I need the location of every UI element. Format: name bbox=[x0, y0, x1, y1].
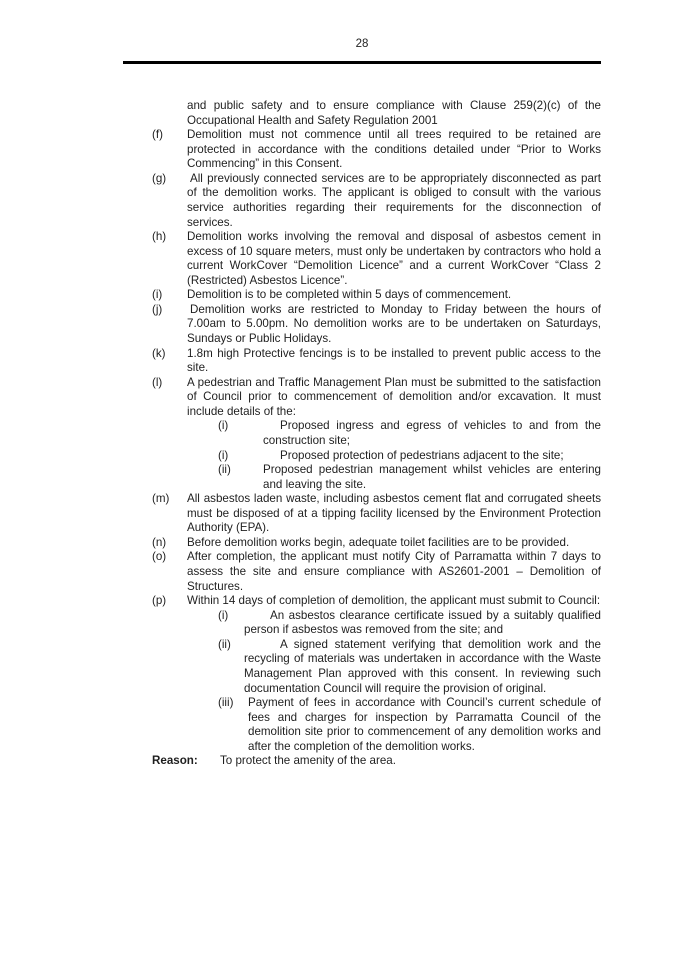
condition-label: (i) bbox=[152, 288, 163, 302]
condition-text: A pedestrian and Traffic Management Plan must be submitted to the satisfaction of Council prior to commencement of demolition and/or excavation. It must include details of the: bbox=[187, 375, 601, 418]
condition-item-k bbox=[152, 347, 601, 376]
condition-text: Demolition is to be completed within 5 days of commencement. bbox=[187, 288, 512, 302]
condition-label: (f) bbox=[152, 128, 163, 142]
condition-label: (h) bbox=[152, 230, 167, 244]
header-rule bbox=[123, 61, 601, 64]
condition-item-i bbox=[152, 288, 601, 303]
sub-item bbox=[187, 609, 601, 638]
condition-text: Demolition must not commence until all trees required to be retained are protected in accordance with the conditions detailed under “Prior to Works Commencing” in this Consent. bbox=[187, 128, 601, 171]
condition-body bbox=[187, 594, 601, 754]
sub-item-label: (i) bbox=[218, 419, 229, 433]
sub-item-text: Proposed protection of pedestrians adjacent to the site; bbox=[280, 448, 564, 462]
condition-text: Demolition works are restricted to Monday to Friday between the hours of 7.00am to 5.00pm. No demolition works are to be undertaken on Saturdays, Sundays or Public Holidays. bbox=[187, 302, 601, 345]
condition-item-n bbox=[152, 536, 601, 551]
condition-text: All asbestos laden waste, including asbestos cement flat and corrugated sheets must be disposed of at a tipping facility licensed by the Environment Protection Authority (EPA). bbox=[187, 492, 601, 535]
condition-text: Within 14 days of completion of demolition, the applicant must submit to Council: bbox=[187, 594, 601, 608]
condition-label: (l) bbox=[152, 375, 163, 389]
sub-item-label: (ii) bbox=[218, 637, 231, 651]
condition-label: (o) bbox=[152, 550, 167, 564]
condition-item-f bbox=[152, 128, 601, 172]
sub-item-label: (iii) bbox=[218, 696, 234, 710]
intro-paragraph: and public safety and to ensure compliance with Clause 259(2)(c) of the Occupational Health and Safety Regulation 2001 bbox=[187, 99, 601, 127]
condition-text: Demolition works involving the removal and disposal of asbestos cement in excess of 10 square meters, must only be undertaken by contractors who hold a current WorkCover “Demolition Licence” and a current WorkCover “Class 2 (Restricted) Asbestos Licence”. bbox=[187, 230, 601, 287]
condition-item-l bbox=[152, 376, 601, 493]
sub-item bbox=[187, 696, 601, 754]
condition-item-p bbox=[152, 594, 601, 754]
condition-text: 1.8m high Protective fencings is to be installed to prevent public access to the site. bbox=[187, 346, 601, 375]
condition-item-o bbox=[152, 550, 601, 594]
sub-item bbox=[187, 419, 601, 448]
sub-item-text: An asbestos clearance certificate issued by a suitably qualified person if asbestos was removed from the site; and bbox=[244, 608, 601, 637]
sub-item-text: Proposed pedestrian management whilst vehicles are entering and leaving the site. bbox=[263, 463, 601, 491]
sub-item-label: (i) bbox=[218, 448, 229, 462]
condition-label: (g) bbox=[152, 171, 167, 185]
condition-item-h bbox=[152, 230, 601, 288]
sub-item-text: Proposed ingress and egress of vehicles to and from the construction site; bbox=[263, 419, 601, 447]
sub-item-text: A signed statement verifying that demolition work and the recycling of materials was undertaken in accordance with the Waste Management Plan approved with this consent. In reviewing such documentation Council will require the provision of original. bbox=[244, 637, 601, 695]
condition-text: All previously connected services are to be appropriately disconnected as part of the demolition works. The applicant is obliged to consult with the various service authorities regarding their requirements for the disconnection of services. bbox=[187, 171, 601, 229]
condition-text: After completion, the applicant must notify City of Parramatta within 7 days to assess the site and ensure compliance with AS2601-2001 – Demolition of Structures. bbox=[187, 550, 601, 593]
sub-list bbox=[187, 609, 601, 755]
sub-item bbox=[187, 449, 601, 464]
condition-item-j bbox=[152, 303, 601, 347]
conditions-list bbox=[152, 99, 601, 769]
condition-label: (j) bbox=[152, 302, 163, 316]
condition-body bbox=[187, 376, 601, 493]
condition-label: (m) bbox=[152, 492, 170, 506]
condition-label: (p) bbox=[152, 594, 167, 608]
sub-item-label: (ii) bbox=[218, 463, 231, 477]
sub-item-label: (i) bbox=[218, 608, 229, 622]
reason-label: Reason: bbox=[152, 754, 198, 768]
page-number: 28 bbox=[355, 38, 369, 50]
condition-label: (n) bbox=[152, 535, 167, 549]
sub-item bbox=[187, 638, 601, 696]
condition-item-g bbox=[152, 172, 601, 230]
sub-item-text: Payment of fees in accordance with Council’s current schedule of fees and charges for inspection by Parramatta Council of the demolition site prior to commencement of any demolition works and after the completion of the demolition works. bbox=[248, 696, 601, 753]
reason-text: To protect the amenity of the area. bbox=[220, 754, 396, 768]
reason-row bbox=[152, 754, 601, 769]
sub-list bbox=[187, 419, 601, 492]
condition-text: Before demolition works begin, adequate toilet facilities are to be provided. bbox=[187, 535, 570, 549]
condition-label: (k) bbox=[152, 346, 166, 360]
sub-item bbox=[187, 463, 601, 492]
condition-item-m bbox=[152, 492, 601, 536]
